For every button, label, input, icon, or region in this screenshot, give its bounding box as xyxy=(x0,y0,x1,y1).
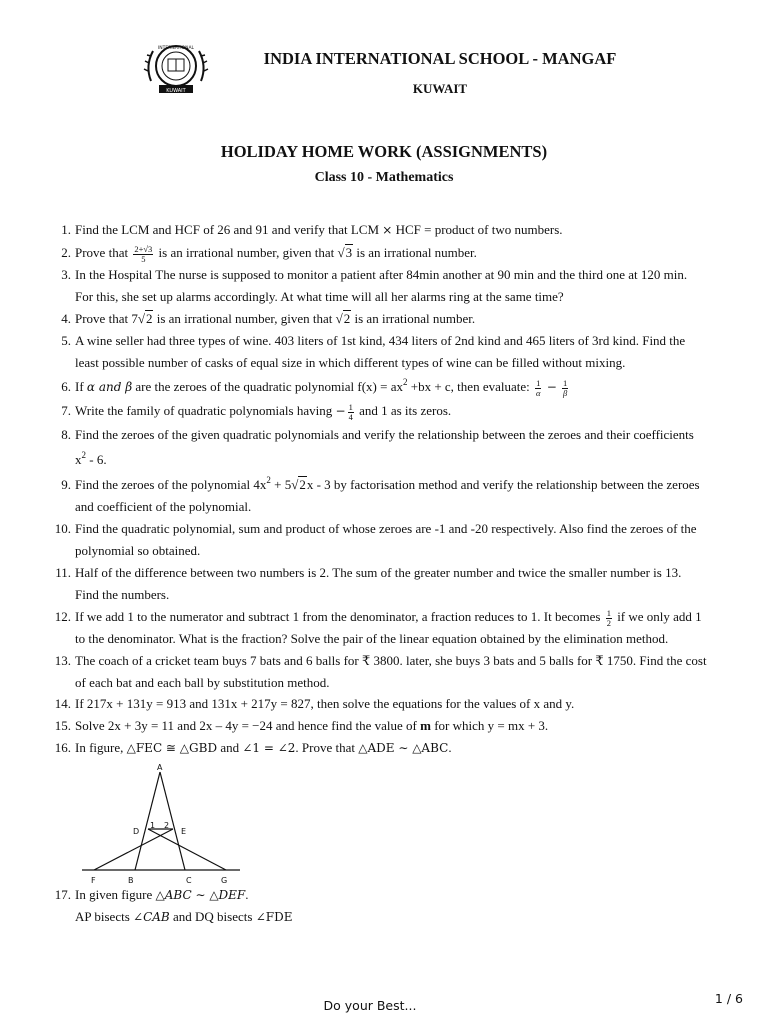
label-f: F xyxy=(91,876,96,885)
question-4 xyxy=(61,308,743,330)
fraction xyxy=(348,403,354,422)
question-text: of each bat and each ball by substitution method. xyxy=(75,675,330,690)
question-text: Write the family of quadratic polynomials having xyxy=(75,403,333,418)
question-7 xyxy=(61,400,743,422)
fraction-numerator: 1 xyxy=(536,377,541,388)
question-17 xyxy=(54,884,743,906)
superscript: 2 xyxy=(266,475,271,485)
question-6 xyxy=(61,376,743,399)
school-name: INDIA INTERNATIONAL SCHOOL - MANGAF xyxy=(263,49,617,68)
alpha-beta: α and β xyxy=(86,380,133,394)
side-ab xyxy=(135,772,160,870)
math-expression: ∠1 = ∠2 xyxy=(242,741,296,755)
question-16 xyxy=(54,737,743,759)
question-text: Solve 2x + 3y = 11 and 2x – 4y = −24 and hence find the value of xyxy=(75,718,417,733)
question-12-line-2 xyxy=(75,628,743,650)
question-text: Prove that 7 xyxy=(75,311,138,326)
label-a: A xyxy=(157,763,163,772)
segment-dg xyxy=(148,829,226,870)
question-text: x - 3 by factorisation method and verify the relationship between the zeroes xyxy=(306,477,700,492)
question-number: 12. xyxy=(54,609,71,624)
radicand: 2 xyxy=(145,311,153,326)
question-number: 10. xyxy=(54,521,71,536)
page-number: 1 / 6 xyxy=(714,991,743,1006)
label-g: G xyxy=(221,876,228,885)
minus-symbol: − xyxy=(335,404,346,418)
logo-bottom-text: KUWAIT xyxy=(166,88,186,94)
question-text: are the zeroes of the quadratic polynomial f(x) = ax xyxy=(135,379,403,394)
question-number: 5. xyxy=(61,333,71,348)
question-text: If 217x + 131y = 913 and 131x + 217y = 827, then solve the equations for the values of x and y. xyxy=(75,696,575,711)
math-expression: △FEC ≅ △GBD xyxy=(126,741,218,755)
fraction-denominator: 2 xyxy=(606,617,611,628)
question-8-line-2 xyxy=(75,449,743,472)
school-location: KUWAIT xyxy=(412,81,468,96)
fraction-denominator: β xyxy=(563,387,568,398)
radicand: 3 xyxy=(345,245,353,260)
minus-symbol: − xyxy=(546,380,557,394)
fraction-numerator: 1 xyxy=(563,377,568,388)
label-angle-2: 2 xyxy=(164,821,170,830)
fraction xyxy=(562,379,568,398)
question-text: to the denominator. What is the fraction? Solve the pair of the linear equation obtained by the elimination method. xyxy=(75,631,669,646)
question-text: Find the numbers. xyxy=(75,587,170,602)
question-text: Half of the difference between two numbers is 2. The sum of the greater number and twice the smaller number is 13. xyxy=(75,565,682,580)
question-number: 6. xyxy=(61,379,71,394)
question-text: and coefficient of the polynomial. xyxy=(75,499,252,514)
label-angle-1: 1 xyxy=(150,821,156,830)
question-text: . Prove that xyxy=(295,740,355,755)
question-9 xyxy=(61,474,743,497)
question-number: 2. xyxy=(61,245,71,260)
question-10-line-2 xyxy=(75,540,743,562)
fraction-denominator: 5 xyxy=(141,253,146,264)
question-text: For this, she set up alarms accordingly. At what time will all her alarms ring at the same time? xyxy=(75,289,564,304)
superscript: 2 xyxy=(403,377,408,387)
question-text: If xyxy=(75,379,84,394)
question-text: polynomial so obtained. xyxy=(75,543,201,558)
question-13 xyxy=(54,650,743,672)
question-11 xyxy=(55,562,743,584)
question-text: Find the zeroes of the polynomial 4x xyxy=(75,477,267,492)
question-text: Find the zeroes of the given quadratic polynomials and verify the relationship between the zeroes and their coefficients xyxy=(75,427,694,442)
question-8 xyxy=(61,424,743,446)
radicand: 2 xyxy=(299,477,306,492)
question-text: Find the quadratic polynomial, sum and product of whose zeroes are -1 and -20 respectively. Also find the zeroes of the xyxy=(75,521,697,536)
logo-top-text: INTERNATIONAL xyxy=(157,46,195,51)
radicand: 2 xyxy=(343,311,351,326)
page-title: HOLIDAY HOME WORK (ASSIGNMENTS) xyxy=(220,142,548,161)
question-text: HCF = product of two numbers. xyxy=(395,222,563,237)
fraction-denominator: α xyxy=(535,387,541,398)
question-15 xyxy=(54,715,743,737)
question-9-line-2 xyxy=(75,496,743,518)
question-5-line-2 xyxy=(75,352,743,374)
footer-text: Do your Best... xyxy=(323,998,417,1013)
label-c: C xyxy=(186,876,192,885)
question-13-line-2 xyxy=(75,672,743,694)
question-number: 16. xyxy=(54,740,71,755)
question-number: 4. xyxy=(61,311,71,326)
question-17-line-2 xyxy=(75,906,743,928)
math-expression: ∠CAB xyxy=(133,910,170,924)
question-number: 14. xyxy=(54,696,71,711)
question-text: . xyxy=(448,740,452,755)
square-root: √3 xyxy=(337,245,353,260)
question-text: least possible number of casks of equal size in which different types of wine can be filled without mixing. xyxy=(75,355,626,370)
question-text: is an irrational number, given that xyxy=(156,311,333,326)
question-text: A wine seller had three types of wine. 403 liters of 1st kind, 434 liters of 2nd kind and 465 liters of 3rd kind. Find the xyxy=(75,333,686,348)
question-10 xyxy=(54,518,743,540)
question-text: for which y = mx + 3. xyxy=(434,718,549,733)
question-3-line-2 xyxy=(75,286,743,308)
fraction xyxy=(606,609,612,628)
question-number: 17. xyxy=(54,887,71,902)
page-subtitle: Class 10 - Mathematics xyxy=(314,170,454,185)
question-text: and xyxy=(220,740,240,755)
square-root: √2 xyxy=(335,311,351,326)
question-text: is an irrational number. xyxy=(354,311,476,326)
question-text: AP bisects xyxy=(75,909,130,924)
label-e: E xyxy=(181,827,187,836)
math-expression: △ABC ∼ △DEF xyxy=(155,888,246,902)
question-text: x xyxy=(75,452,82,467)
question-text: - 6. xyxy=(89,452,107,467)
square-root: √2 xyxy=(137,311,153,326)
question-text: The coach of a cricket team buys 7 bats and 6 balls for ₹ 3800. later, she buys 3 bats and 5 balls for ₹ 1750. Find the cost xyxy=(75,653,707,668)
question-text: . xyxy=(245,887,249,902)
question-text: In the Hospital The nurse is supposed to monitor a patient after 84min another at 90 min and the third one at 120 min. xyxy=(75,267,688,282)
question-2 xyxy=(61,242,743,264)
math-expression: ∠FDE xyxy=(255,910,293,924)
question-number: 3. xyxy=(61,267,71,282)
question-text: + 5 xyxy=(274,477,292,492)
question-text: In given figure xyxy=(75,887,153,902)
question-14 xyxy=(54,693,743,715)
superscript: 2 xyxy=(81,450,86,460)
question-text: If we add 1 to the numerator and subtract 1 from the denominator, a fraction reduces to 1. It becomes xyxy=(75,609,601,624)
math-expression: △ADE ∼ △ABC xyxy=(358,741,449,755)
question-text: Prove that xyxy=(75,245,129,260)
question-3 xyxy=(61,264,743,286)
question-text: is an irrational number, given that xyxy=(158,245,335,260)
question-number: 7. xyxy=(61,403,71,418)
question-text: is an irrational number. xyxy=(356,245,477,260)
question-text: if we only add 1 xyxy=(617,609,702,624)
question-number: 15. xyxy=(54,718,71,733)
bold-variable: m xyxy=(420,718,431,733)
question-11-line-2 xyxy=(75,584,743,606)
question-1 xyxy=(61,219,743,241)
question-12 xyxy=(54,606,743,628)
square-root: √2 xyxy=(291,477,306,492)
question-number: 9. xyxy=(61,477,71,492)
fraction xyxy=(133,245,153,264)
question-number: 11. xyxy=(55,565,71,580)
question-number: 1. xyxy=(61,222,71,237)
label-d: D xyxy=(133,827,140,836)
label-b: B xyxy=(128,876,134,885)
question-5 xyxy=(61,330,743,352)
fraction-numerator: 1 xyxy=(348,401,353,412)
fraction-numerator: 2+√3 xyxy=(134,243,153,254)
question-text: and 1 as its zeros. xyxy=(359,403,452,418)
question-text: and DQ bisects xyxy=(173,909,253,924)
question-number: 13. xyxy=(54,653,71,668)
question-text: Find the LCM and HCF of 26 and 91 and verify that LCM xyxy=(75,222,380,237)
question-text: In figure, xyxy=(75,740,124,755)
fraction-denominator: 4 xyxy=(348,411,353,422)
triangle-figure xyxy=(80,762,260,887)
fraction-numerator: 1 xyxy=(606,607,611,618)
question-number: 8. xyxy=(61,427,71,442)
question-text: +bx + c, then evaluate: xyxy=(410,379,530,394)
times-symbol: × xyxy=(382,223,393,237)
fraction xyxy=(535,379,541,398)
